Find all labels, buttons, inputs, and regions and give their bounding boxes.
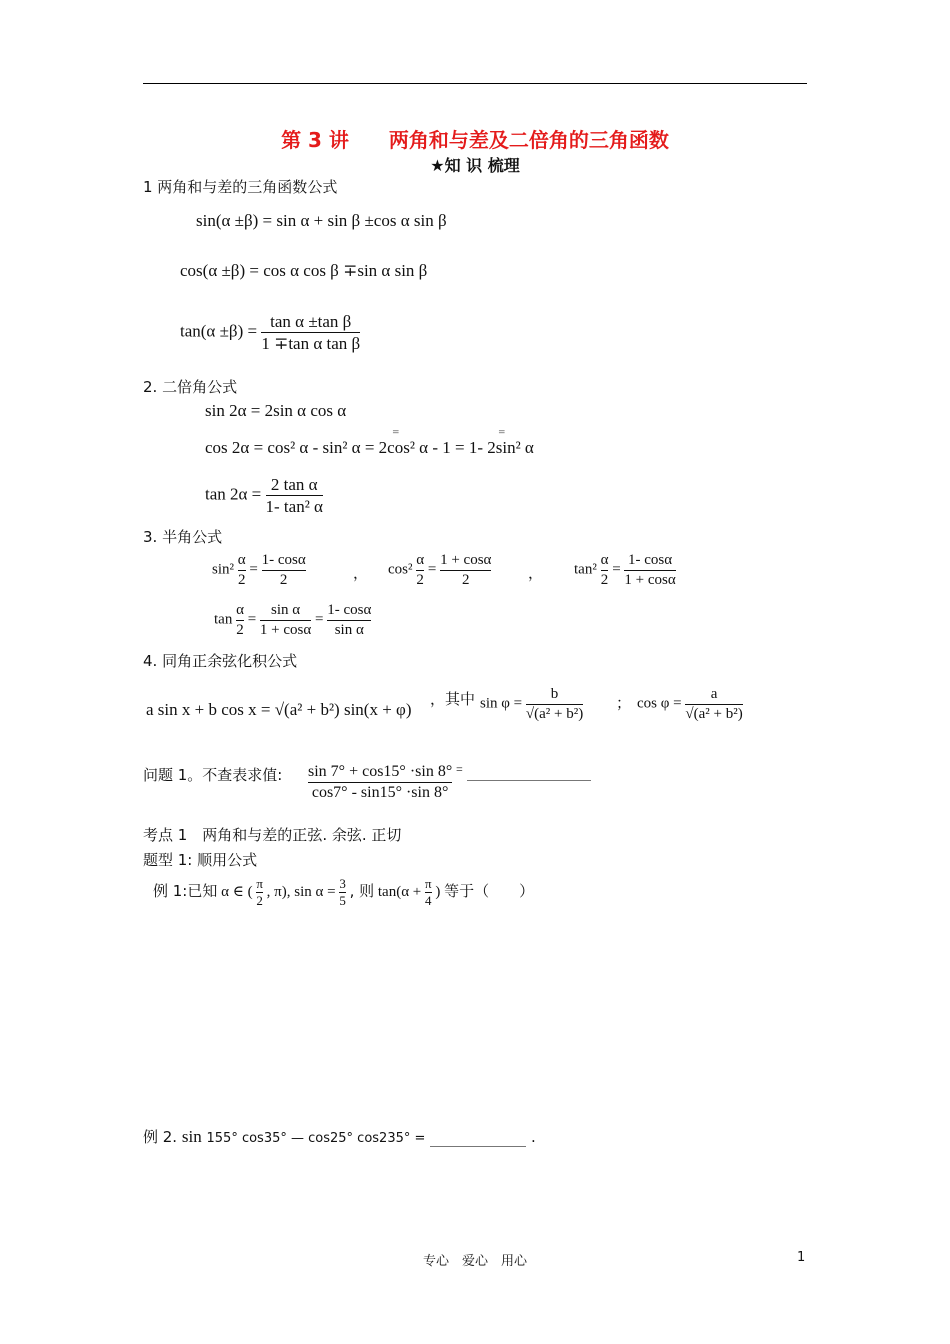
example-1-p4-den: 4 xyxy=(425,893,432,909)
formula-cos-double: cos 2α = cos² α - sin² α = 2cos² α - 1 = 1- 2sin² α xyxy=(205,438,534,457)
question-1-eq: = xyxy=(455,762,463,776)
example-2 xyxy=(143,1126,536,1147)
formula-cos-phi xyxy=(637,685,743,724)
half-tan-angle xyxy=(236,601,244,640)
page-title: 第 3 讲 两角和与差及二倍角的三角函数 xyxy=(281,128,669,152)
question-1-answer-blank[interactable] xyxy=(467,762,591,781)
half-sin-eq: = xyxy=(249,561,258,578)
example-1-pi-half xyxy=(256,876,263,910)
formula-tan-double-numerator: 2 tan α xyxy=(270,475,318,494)
formula-sin-double: sin 2α = 2sin α cos α xyxy=(205,401,347,420)
question-1-numerator: sin 7° + cos15° ·sin 8° xyxy=(308,763,453,780)
cos-phi-den: √(a² + b²) xyxy=(685,705,743,722)
example-1-tan-close: ) xyxy=(435,884,441,901)
half-cos-angle-num: α xyxy=(416,552,425,568)
formula-aux-angle: a sin x + b cos x = √(a² + b²) sin(x + φ) xyxy=(146,700,412,719)
example-1-then: , 则 xyxy=(349,882,375,901)
header-rule xyxy=(143,83,807,84)
page-footer: 专心 爱心 用心 xyxy=(422,1254,527,1269)
half-tan-sq-angle-num: α xyxy=(600,552,609,568)
example-1-tail: 等于（ ） xyxy=(444,882,535,901)
formula-tan-sum-fraction xyxy=(261,311,360,355)
formula-tan-double-denominator: 1- tan² α xyxy=(265,497,323,517)
half-tan-angle-num: α xyxy=(236,602,244,618)
half-sin-angle xyxy=(238,551,246,590)
sin-phi-lhs: sin φ = xyxy=(480,695,523,712)
question-1-label: 问题 1。不查表求值: xyxy=(143,766,283,784)
formula-tan-sum-lhs: tan(α ±β) = xyxy=(180,321,258,341)
example-1-pi-num: π xyxy=(256,876,263,891)
half-cos-eq: = xyxy=(427,561,437,578)
question-1-expression xyxy=(308,762,591,803)
example-1-value xyxy=(339,876,346,910)
half-sin-fraction xyxy=(262,551,306,590)
half-tan-sq-den: 1 + cosα xyxy=(624,571,676,588)
half-tan-fraction-1 xyxy=(260,601,311,640)
page-number: 1 xyxy=(797,1250,806,1265)
half-sep-2: ， xyxy=(528,566,544,582)
aux-where: ，其中 xyxy=(430,690,476,708)
example-1-label: 例 1:已知 xyxy=(153,882,218,901)
example-1-pi-den: 2 xyxy=(256,893,263,909)
example-1 xyxy=(153,876,534,910)
cos-phi-num: a xyxy=(710,686,718,702)
tixing-heading: 题型 1: 顺用公式 xyxy=(143,851,258,869)
half-tan-sq-eq: = xyxy=(612,561,621,578)
sin-phi-num: b xyxy=(550,686,559,702)
aux-semicolon: ； xyxy=(616,694,632,712)
example-1-p4-num: π xyxy=(425,876,432,891)
formula-tan-double xyxy=(205,474,323,518)
example-1-cond1: α ∈ ( xyxy=(221,884,253,901)
formula-tan-double-fraction xyxy=(266,474,323,518)
formula-tan-sum xyxy=(180,311,360,355)
formula-half-cos xyxy=(388,551,491,590)
formula-tan-sum-numerator: tan α ±tan β xyxy=(270,312,352,331)
half-tan-sq-angle xyxy=(601,551,609,590)
half-tan-sq-angle-den: 2 xyxy=(600,571,609,588)
formula-half-tan-sq xyxy=(574,551,676,590)
example-2-label: 例 2. xyxy=(143,1128,178,1146)
kaodian-heading: 考点 1 两角和与差的正弦. 余弦. 正切 xyxy=(143,826,402,844)
half-cos-den: 2 xyxy=(440,570,491,590)
question-1-fraction xyxy=(308,762,452,803)
cos-phi-lhs: cos φ = xyxy=(637,695,682,712)
example-1-value-num: 3 xyxy=(339,876,346,891)
half-tan-lhs: tan xyxy=(214,611,233,628)
half-tan-den-2: sin α xyxy=(327,620,371,640)
cos-double-equal-mark-1: = xyxy=(392,428,400,438)
half-cos-angle xyxy=(416,551,424,590)
formula-tan-sum-denominator: 1 ∓tan α tan β xyxy=(261,334,361,354)
cos-phi-fraction xyxy=(685,685,742,724)
half-cos-num: 1 + cosα xyxy=(440,552,492,568)
formula-sin-sum: sin(α ±β) = sin α + sin β ±cos α sin β xyxy=(196,211,447,230)
example-1-pi-quarter xyxy=(425,876,432,910)
section-1-heading: 1 两角和与差的三角函数公式 xyxy=(143,178,338,196)
half-sep-1: ， xyxy=(353,566,369,582)
formula-sin-phi xyxy=(480,685,583,724)
example-1-cond2: , π), sin α = xyxy=(266,884,336,901)
example-2-sin: sin xyxy=(181,1127,202,1146)
half-cos-fraction xyxy=(440,551,491,590)
half-sin-num: 1- cosα xyxy=(261,552,306,568)
section-2-heading: 2. 二倍角公式 xyxy=(143,378,238,396)
half-sin-lhs: sin² xyxy=(212,561,235,578)
section-3-heading: 3. 半角公式 xyxy=(143,528,223,546)
example-2-answer-blank[interactable] xyxy=(430,1130,526,1147)
half-tan-sq-lhs: tan² xyxy=(574,561,597,578)
example-2-expression: 155° cos35° — cos25° cos235° = xyxy=(206,1131,426,1146)
half-tan-eq-1: = xyxy=(247,611,257,628)
example-1-value-den: 5 xyxy=(339,893,346,909)
example-1-tan-open: tan(α + xyxy=(377,884,422,901)
half-tan-sq-fraction xyxy=(624,551,675,590)
formula-tan-double-lhs: tan 2α = xyxy=(205,484,262,504)
half-sin-angle-den: 2 xyxy=(237,571,246,588)
half-sin-angle-num: α xyxy=(237,552,246,568)
formula-half-sin xyxy=(212,551,306,590)
formula-half-tan xyxy=(214,601,371,640)
formula-cos-sum: cos(α ±β) = cos α cos β ∓sin α sin β xyxy=(180,261,428,280)
half-tan-num-1: sin α xyxy=(271,602,301,618)
half-tan-eq-2: = xyxy=(314,611,324,628)
half-cos-angle-den: 2 xyxy=(416,571,424,588)
section-4-heading: 4. 同角正余弦化积公式 xyxy=(143,652,298,670)
question-1-denominator: cos7° - sin15° ·sin 8° xyxy=(308,782,452,803)
half-tan-angle-den: 2 xyxy=(236,621,244,638)
half-tan-num-2: 1- cosα xyxy=(327,602,372,618)
half-tan-fraction-2 xyxy=(327,601,371,640)
half-tan-den-1: 1 + cosα xyxy=(259,621,312,638)
half-sin-den: 2 xyxy=(262,570,306,590)
sin-phi-fraction xyxy=(526,685,583,724)
sin-phi-den: √(a² + b²) xyxy=(525,705,584,722)
example-2-end: . xyxy=(530,1128,536,1146)
half-cos-lhs: cos² xyxy=(388,561,413,578)
half-tan-sq-num: 1- cosα xyxy=(628,552,673,568)
page-subtitle: ★知 识 梳理 xyxy=(430,156,520,175)
cos-double-equal-mark-2: = xyxy=(498,428,506,438)
